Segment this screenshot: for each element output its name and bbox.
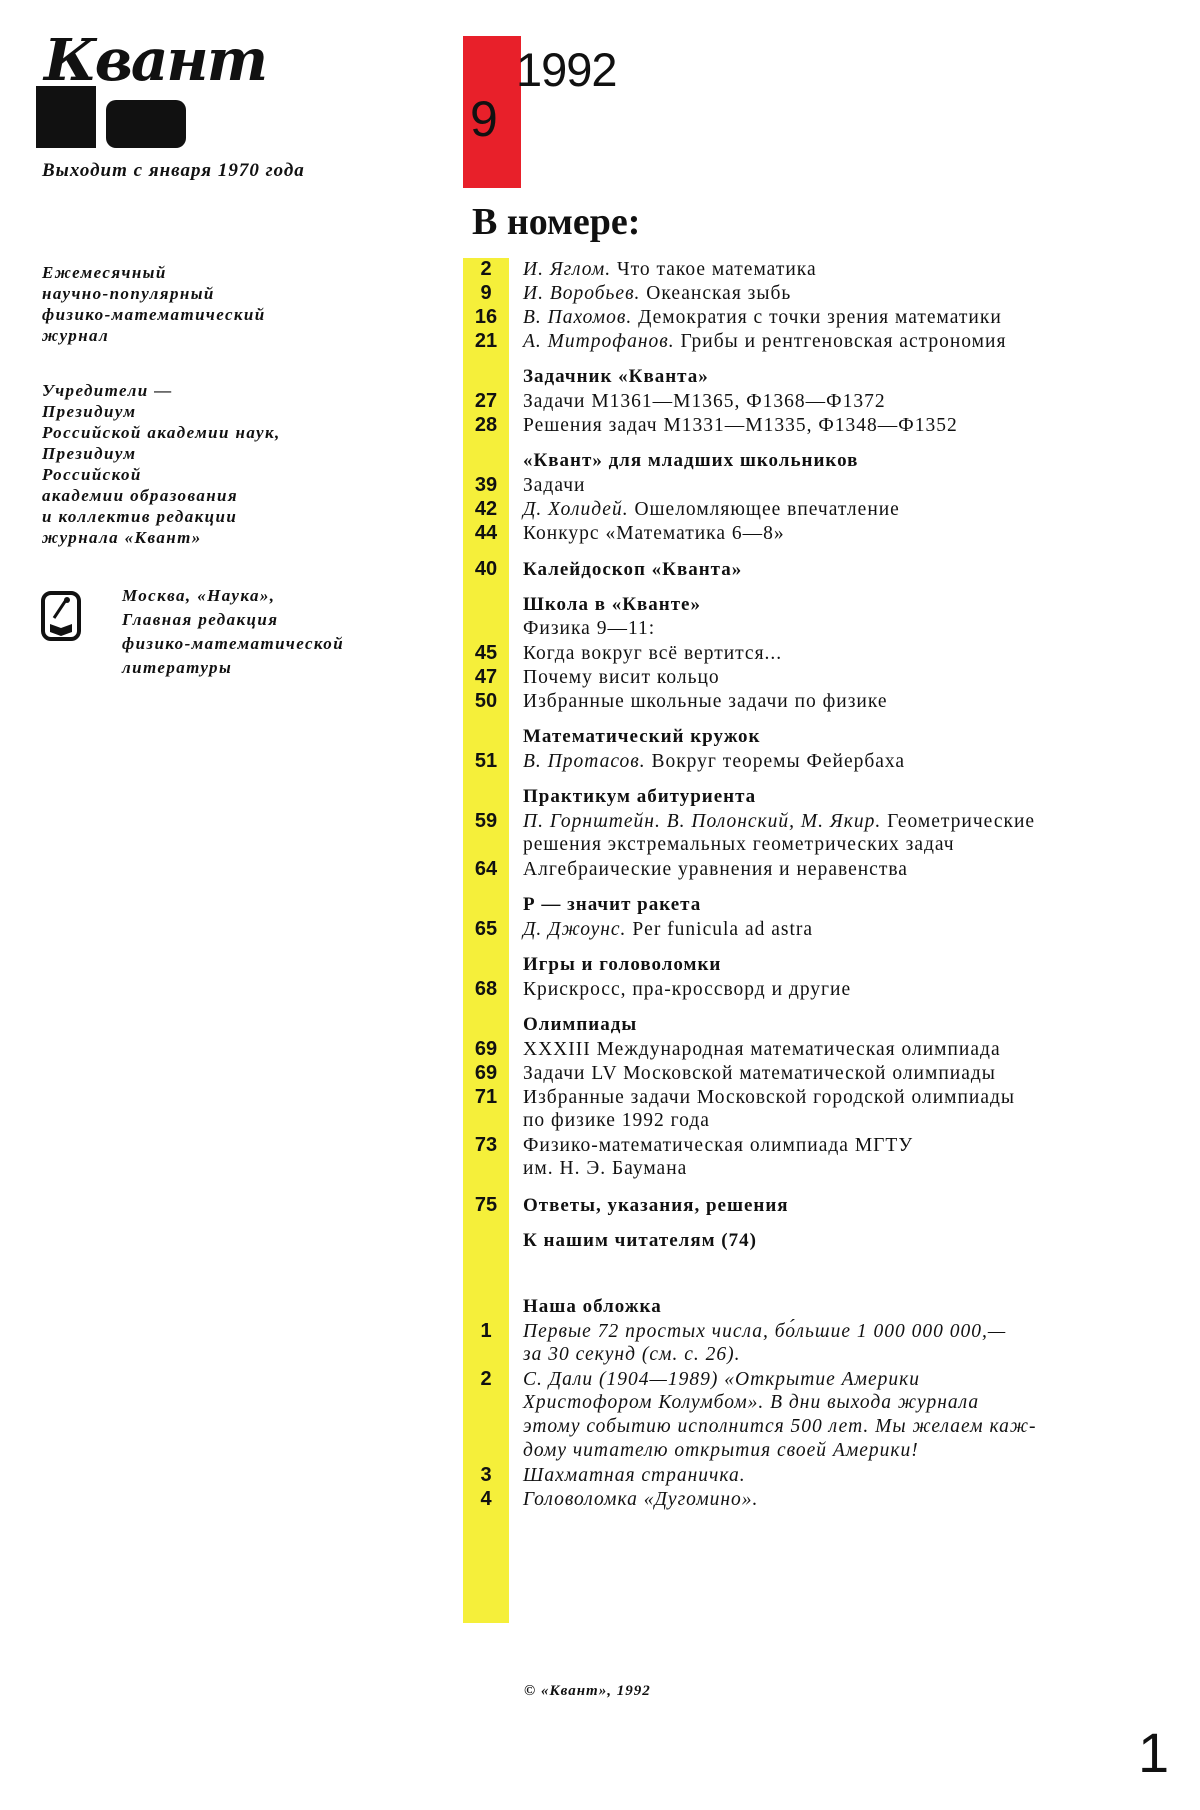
toc-title: XXXIII Международная математическая олимпиада (523, 1039, 1001, 1060)
toc-entry (463, 618, 1163, 642)
toc-entry-text (509, 811, 1035, 833)
kvant-logo (36, 38, 316, 148)
toc-page-number: 73 (474, 1134, 498, 1156)
toc-entry (463, 666, 1163, 690)
toc-entry (463, 834, 1163, 858)
toc-title: Задачи М1361—М1365, Ф1368—Ф1372 (523, 391, 886, 412)
toc-entry-text (509, 691, 887, 713)
toc-page-number: 21 (474, 330, 498, 352)
toc-entry (463, 1086, 1163, 1110)
toc-entry-text (509, 751, 905, 773)
toc-author: В. Пахомов. (523, 307, 633, 328)
toc-entry (463, 390, 1163, 414)
toc-author: Д. Холидей. (523, 499, 629, 520)
cover-item-text: С. Дали (1904—1989) «Открытие Америки (523, 1369, 920, 1390)
cover-page-number: 3 (480, 1464, 492, 1486)
toc-entry (463, 522, 1163, 546)
cover-page-number: 4 (480, 1488, 492, 1510)
toc-section-title: Ответы, указания, решения (523, 1195, 789, 1216)
toc-entry (463, 858, 1163, 882)
since-line: Выходит с января 1970 года (42, 160, 305, 181)
toc-section-title: Математический кружок (523, 726, 761, 747)
toc-title: Задачи (523, 475, 586, 496)
toc-page-number: 68 (474, 978, 498, 1000)
cover-item (463, 1416, 1163, 1440)
cover-item-text: за 30 секунд (см. с. 26). (523, 1344, 741, 1365)
cover-item (463, 1464, 1163, 1488)
toc-entry (463, 474, 1163, 498)
toc-page-number: 75 (474, 1194, 498, 1216)
toc-author: Д. Джоунс. (523, 919, 627, 940)
toc-page-number: 64 (474, 858, 498, 880)
toc-section-title: Олимпиады (523, 1014, 638, 1035)
toc-title: Избранные задачи Московской городской олимпиады (523, 1087, 1016, 1108)
toc-section-title: К нашим читателям (74) (523, 1230, 757, 1251)
toc-title: решения экстремальных геометрических задач (523, 834, 955, 855)
toc-title: Алгебраические уравнения и неравенства (523, 859, 908, 880)
toc-entry-text (509, 1087, 1015, 1109)
toc-entry-text (509, 331, 1006, 353)
toc-entry (463, 1062, 1163, 1086)
toc-entry-text (509, 1110, 710, 1132)
toc-page-number: 59 (474, 810, 498, 832)
toc-page-number: 42 (474, 498, 498, 520)
toc-title: Геометрические (881, 811, 1036, 832)
toc-page-number: 45 (474, 642, 498, 664)
cover-item-text: Первые 72 простых числа, бо́льшие 1 000 000 000,— (523, 1321, 1007, 1342)
toc-entry (463, 918, 1163, 942)
cover-item-text: Шахматная страничка. (523, 1465, 746, 1486)
toc-entry-text (509, 643, 782, 665)
toc-entry-text (509, 415, 958, 437)
toc-page-number: 40 (474, 558, 498, 580)
toc-entry (463, 330, 1163, 354)
toc-entry-text (509, 307, 1002, 329)
cover-item (463, 1440, 1163, 1464)
toc-author: А. Митрофанов. (523, 331, 675, 352)
toc-title: Задачи LV Московской математической олимпиады (523, 1063, 996, 1084)
publisher-block: Москва, «Наука», Главная редакция физико-математической литературы (122, 586, 345, 677)
toc-entry-text (509, 475, 585, 497)
toc-title: Вокруг теоремы Фейербаха (645, 751, 906, 772)
toc-title: Per funicula ad astra (626, 919, 814, 940)
toc-entry-text (509, 919, 813, 941)
toc-page-number: 2 (480, 258, 492, 280)
publisher-emblem-icon (40, 590, 82, 642)
logo-text: Квант (44, 38, 267, 94)
toc-title: Когда вокруг всё вертится... (523, 643, 783, 664)
toc-page-number: 44 (474, 522, 498, 544)
toc-title: по физике 1992 года (523, 1110, 710, 1131)
toc-entry-text (509, 1039, 1001, 1061)
toc-title: им. Н. Э. Баумана (523, 1158, 688, 1179)
toc-title: Избранные школьные задачи по физике (523, 691, 888, 712)
toc-section-row (463, 558, 1163, 582)
toc-entry-text (509, 499, 900, 521)
toc-entry (463, 642, 1163, 666)
cover-heading: Наша обложка (523, 1296, 662, 1317)
toc-entry (463, 690, 1163, 714)
toc-entry (463, 282, 1163, 306)
toc-section-row (463, 726, 1163, 750)
cover-item-text: дому читателю открытия своей Америки! (523, 1440, 919, 1461)
toc-title: Решения задач М1331—М1335, Ф1348—Ф1352 (523, 415, 958, 436)
toc-section-title: «Квант» для младших школьников (523, 450, 859, 471)
toc-entry (463, 750, 1163, 774)
cover-page-number: 1 (480, 1320, 492, 1342)
toc-author: П. Горнштейн. В. Полонский, М. Якир. (523, 811, 882, 832)
journal-description: Ежемесячный научно-популярный физико-математический журнал (42, 263, 266, 345)
cover-page-number: 2 (480, 1368, 492, 1390)
toc-section-title: Игры и головоломки (523, 954, 722, 975)
toc-section-title: Задачник «Кванта» (523, 366, 709, 387)
cover-item (463, 1368, 1163, 1392)
toc-entry-text (509, 979, 851, 1001)
toc-entry-text (509, 859, 908, 881)
cover-item-text: Христофором Колумбом». В дни выхода журнала (523, 1392, 980, 1413)
toc-entry (463, 1038, 1163, 1062)
toc-page-number: 27 (474, 390, 498, 412)
toc-author: И. Воробьев. (523, 283, 641, 304)
toc-entry-text (509, 283, 791, 305)
toc-section-row (463, 894, 1163, 918)
toc-entry (463, 414, 1163, 438)
toc-title: Физико-математическая олимпиада МГТУ (523, 1135, 914, 1156)
toc-title: Что такое математика (611, 259, 817, 280)
cover-item (463, 1320, 1163, 1344)
cover-item (463, 1488, 1163, 1512)
page-number: 1 (1138, 1721, 1170, 1784)
toc-page-number: 16 (474, 306, 498, 328)
toc-section-row (463, 594, 1163, 618)
cover-item-text: этому событию исполнится 500 лет. Мы желаем каж- (523, 1416, 1037, 1437)
founders-block: Учредители — Президиум Российской академии наук, Президиум Российской академии образования и коллектив редакции журнала «Квант» (42, 381, 281, 547)
toc-entry (463, 498, 1163, 522)
toc-title: Почему висит кольцо (523, 667, 720, 688)
toc-section-title: Школа в «Кванте» (523, 594, 701, 615)
toc-section-title: Практикум абитуриента (523, 786, 757, 807)
toc-title: Физика 9—11: (523, 618, 656, 639)
toc-section-row (463, 1194, 1163, 1218)
toc-entry (463, 978, 1163, 1002)
toc-entry-text (509, 834, 955, 856)
toc-entry (463, 258, 1163, 282)
toc-section-row (463, 954, 1163, 978)
toc-page-number: 47 (474, 666, 498, 688)
issue-year: 1992 (516, 43, 617, 96)
toc-title: Ошеломляющее впечатление (628, 499, 900, 520)
cover-item-text: Головоломка «Дугомино». (523, 1489, 759, 1510)
toc-section-row (463, 1230, 1163, 1254)
toc-author: В. Протасов. (523, 751, 646, 772)
table-of-contents (463, 258, 1163, 1512)
toc-entry-text (509, 667, 720, 689)
toc-section-title: Калейдоскоп «Кванта» (523, 559, 743, 580)
toc-section-title: Р — значит ракета (523, 894, 702, 915)
toc-entry (463, 810, 1163, 834)
toc-page-number: 69 (474, 1038, 498, 1060)
toc-page-number: 65 (474, 918, 498, 940)
toc-page-number: 9 (480, 282, 492, 304)
toc-title: Грибы и рентгеновская астрономия (674, 331, 1007, 352)
toc-entry-text (509, 1135, 913, 1157)
toc-entry-text (509, 618, 655, 640)
cover-item (463, 1344, 1163, 1368)
issue-number: 9 (470, 91, 498, 147)
toc-page-number: 71 (474, 1086, 498, 1108)
toc-entry (463, 306, 1163, 330)
logo-block-right (106, 100, 186, 148)
copyright: © «Квант», 1992 (524, 1683, 651, 1699)
toc-page-number: 69 (474, 1062, 498, 1084)
toc-entry (463, 1134, 1163, 1158)
toc-entry-text (509, 259, 817, 281)
toc-section-row (463, 1014, 1163, 1038)
toc-title: Океанская зыбь (640, 283, 792, 304)
toc-entry-text (509, 1158, 687, 1180)
toc-page-number: 51 (474, 750, 498, 772)
toc-section-row (463, 786, 1163, 810)
cover-item (463, 1392, 1163, 1416)
toc-entry-text (509, 391, 886, 413)
toc-title: Конкурс «Математика 6—8» (523, 523, 785, 544)
toc-entry-text (509, 523, 785, 545)
toc-section-row (463, 366, 1163, 390)
toc-author: И. Яглом. (523, 259, 612, 280)
toc-section-row (463, 450, 1163, 474)
cover-heading-row (463, 1296, 1163, 1320)
logo-block-left (36, 86, 96, 148)
toc-page-number: 28 (474, 414, 498, 436)
toc-entry (463, 1158, 1163, 1182)
toc-title: Крискросс, пра-кроссворд и другие (523, 979, 852, 1000)
toc-page-number: 50 (474, 690, 498, 712)
toc-entry-text (509, 1063, 996, 1085)
toc-entry (463, 1110, 1163, 1134)
toc-page-number: 39 (474, 474, 498, 496)
page-title: В номере: (472, 201, 641, 243)
toc-title: Демократия с точки зрения математики (632, 307, 1002, 328)
